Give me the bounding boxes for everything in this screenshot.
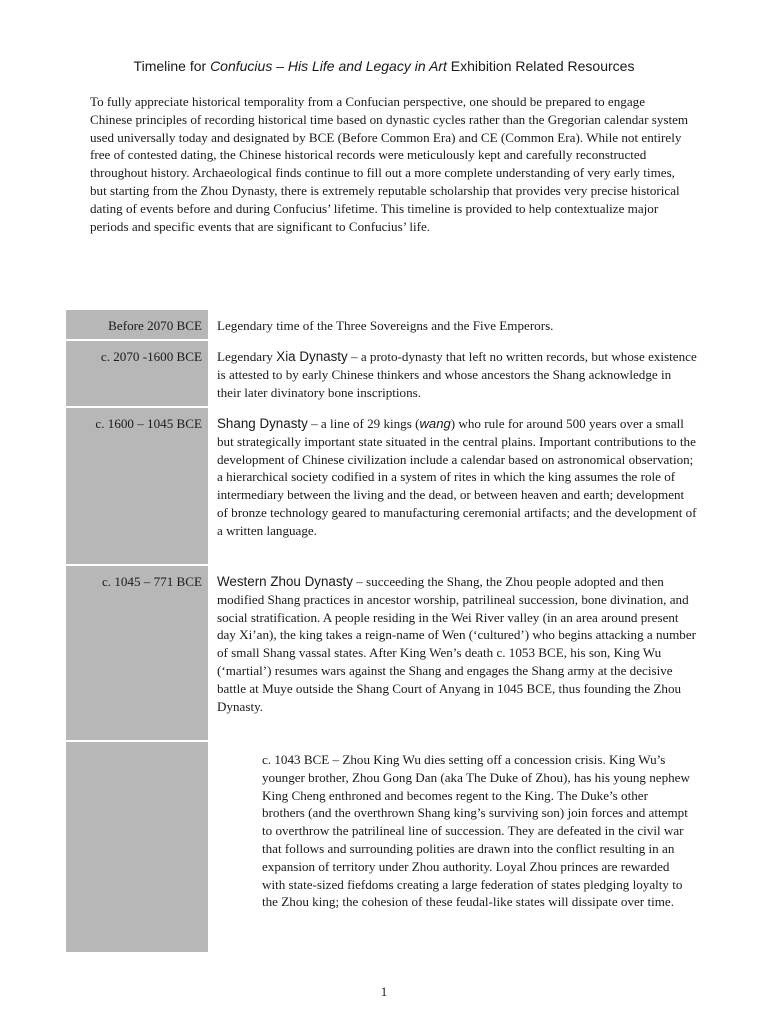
timeline-date: c. 2070 -1600 BCE bbox=[100, 349, 202, 364]
timeline-date: c. 1600 – 1045 BCE bbox=[95, 416, 202, 431]
timeline-date-cell bbox=[66, 341, 208, 408]
term-wang: wang bbox=[419, 416, 451, 431]
timeline-sub-event: c. 1043 BCE – Zhou King Wu dies setting off a concession crisis. King Wu’s younger brother, Zhou Gong Dan (aka The Duke of Zhou), has his young nephew King Cheng enthroned and becomes regent to the King. The Duke’s other brothers (and the overthrown Shang king’s surviving son) join forces and attempt to overthrow the patrilineal line of succession. They are defeated in the civil war that follows and surrounding polities are drawn into the conflict resulting in an expansion of territory under Zhou authority. Loyal Zhou princes are rewarded with state-sized fiefdoms creating a large federation of states pledging loyalty to the Zhou king; the cohesion of these feudal-like states will dissipate over time. bbox=[262, 752, 690, 910]
title-exhibition-name: Confucius – His Life and Legacy in Art bbox=[210, 58, 447, 74]
timeline-description: Shang Dynasty – a line of 29 kings (wang) who rule for around 500 years over a small but strategically important state situated in the central plains. Important contributions to the development of Chinese civilization include a calendar based on astronomical observation; a hierarchical society codified in a system of rites in which the king assumes the role of intermediary between the living and the dead, or between heaven and earth; development of bronze technology geared to manufacturing ceremonial artifacts; and the development of a written language. bbox=[217, 416, 697, 538]
timeline-date-cell bbox=[66, 408, 208, 566]
document-title bbox=[0, 57, 768, 75]
page-number: 1 bbox=[380, 984, 388, 999]
timeline-date-cell bbox=[66, 742, 208, 954]
timeline-row bbox=[0, 408, 768, 566]
timeline-description: Legendary time of the Three Sovereigns and the Five Emperors. bbox=[217, 318, 554, 333]
timeline-date: Before 2070 BCE bbox=[108, 318, 202, 333]
intro-paragraph: To fully appreciate historical temporality from a Confucian perspective, one should be prepared to engage Chinese principles of recording historical time based on dynastic cycles rather than the Gregorian calendar system used universally today and designated by BCE (Before Common Era) and CE (Common Era). While not entirely free of contested dating, the Chinese historical records were meticulously kept and carefully reconstructed throughout history. Archaeological finds continue to fill out a more complete understanding of very early times, but starting from the Zhou Dynasty, there is extremely reputable scholarship that provides very precise historical dating of events before and during Confucius’ lifetime. This timeline is provided to help contextualize major periods and specific events that are significant to Confucius’ life. bbox=[90, 94, 689, 234]
timeline-row bbox=[0, 742, 768, 954]
timeline-row bbox=[0, 341, 768, 408]
timeline-description: Western Zhou Dynasty – succeeding the Shang, the Zhou people adopted and then modified Shang practices in ancestor worship, patrilineal succession, bone divination, and social stratification. A people residing in the Wei River valley (in an area around present day Xi’an), the king takes a reign-name of Wen (‘cultured’) who begins attacking a number of small Shang vassal states. After King Wen’s death c. 1053 BCE, his son, King Wu (‘martial’) resumes wars against the Shang and engages the Shang army at the decisive battle at Muye outside the Shang Court of Anyang in 1045 BCE, thus founding the Zhou Dynasty. bbox=[217, 574, 697, 714]
dynasty-name: Western Zhou Dynasty bbox=[217, 574, 353, 589]
dynasty-name: Shang Dynasty bbox=[217, 416, 308, 431]
timeline-row bbox=[0, 566, 768, 742]
timeline-description: Legendary Xia Dynasty – a proto-dynasty that left no written records, but whose existence is attested to by early Chinese thinkers and whose ancestors the Shang acknowledge in their later divinatory bone inscriptions. bbox=[217, 349, 697, 400]
title-suffix: Exhibition Related Resources bbox=[446, 58, 635, 74]
timeline-date: c. 1045 – 771 BCE bbox=[101, 574, 202, 589]
timeline-row bbox=[0, 310, 768, 341]
timeline-date-cell bbox=[66, 310, 208, 341]
timeline-date-cell bbox=[66, 566, 208, 742]
dynasty-name: Xia Dynasty bbox=[276, 349, 348, 364]
title-prefix: Timeline for bbox=[133, 58, 211, 74]
